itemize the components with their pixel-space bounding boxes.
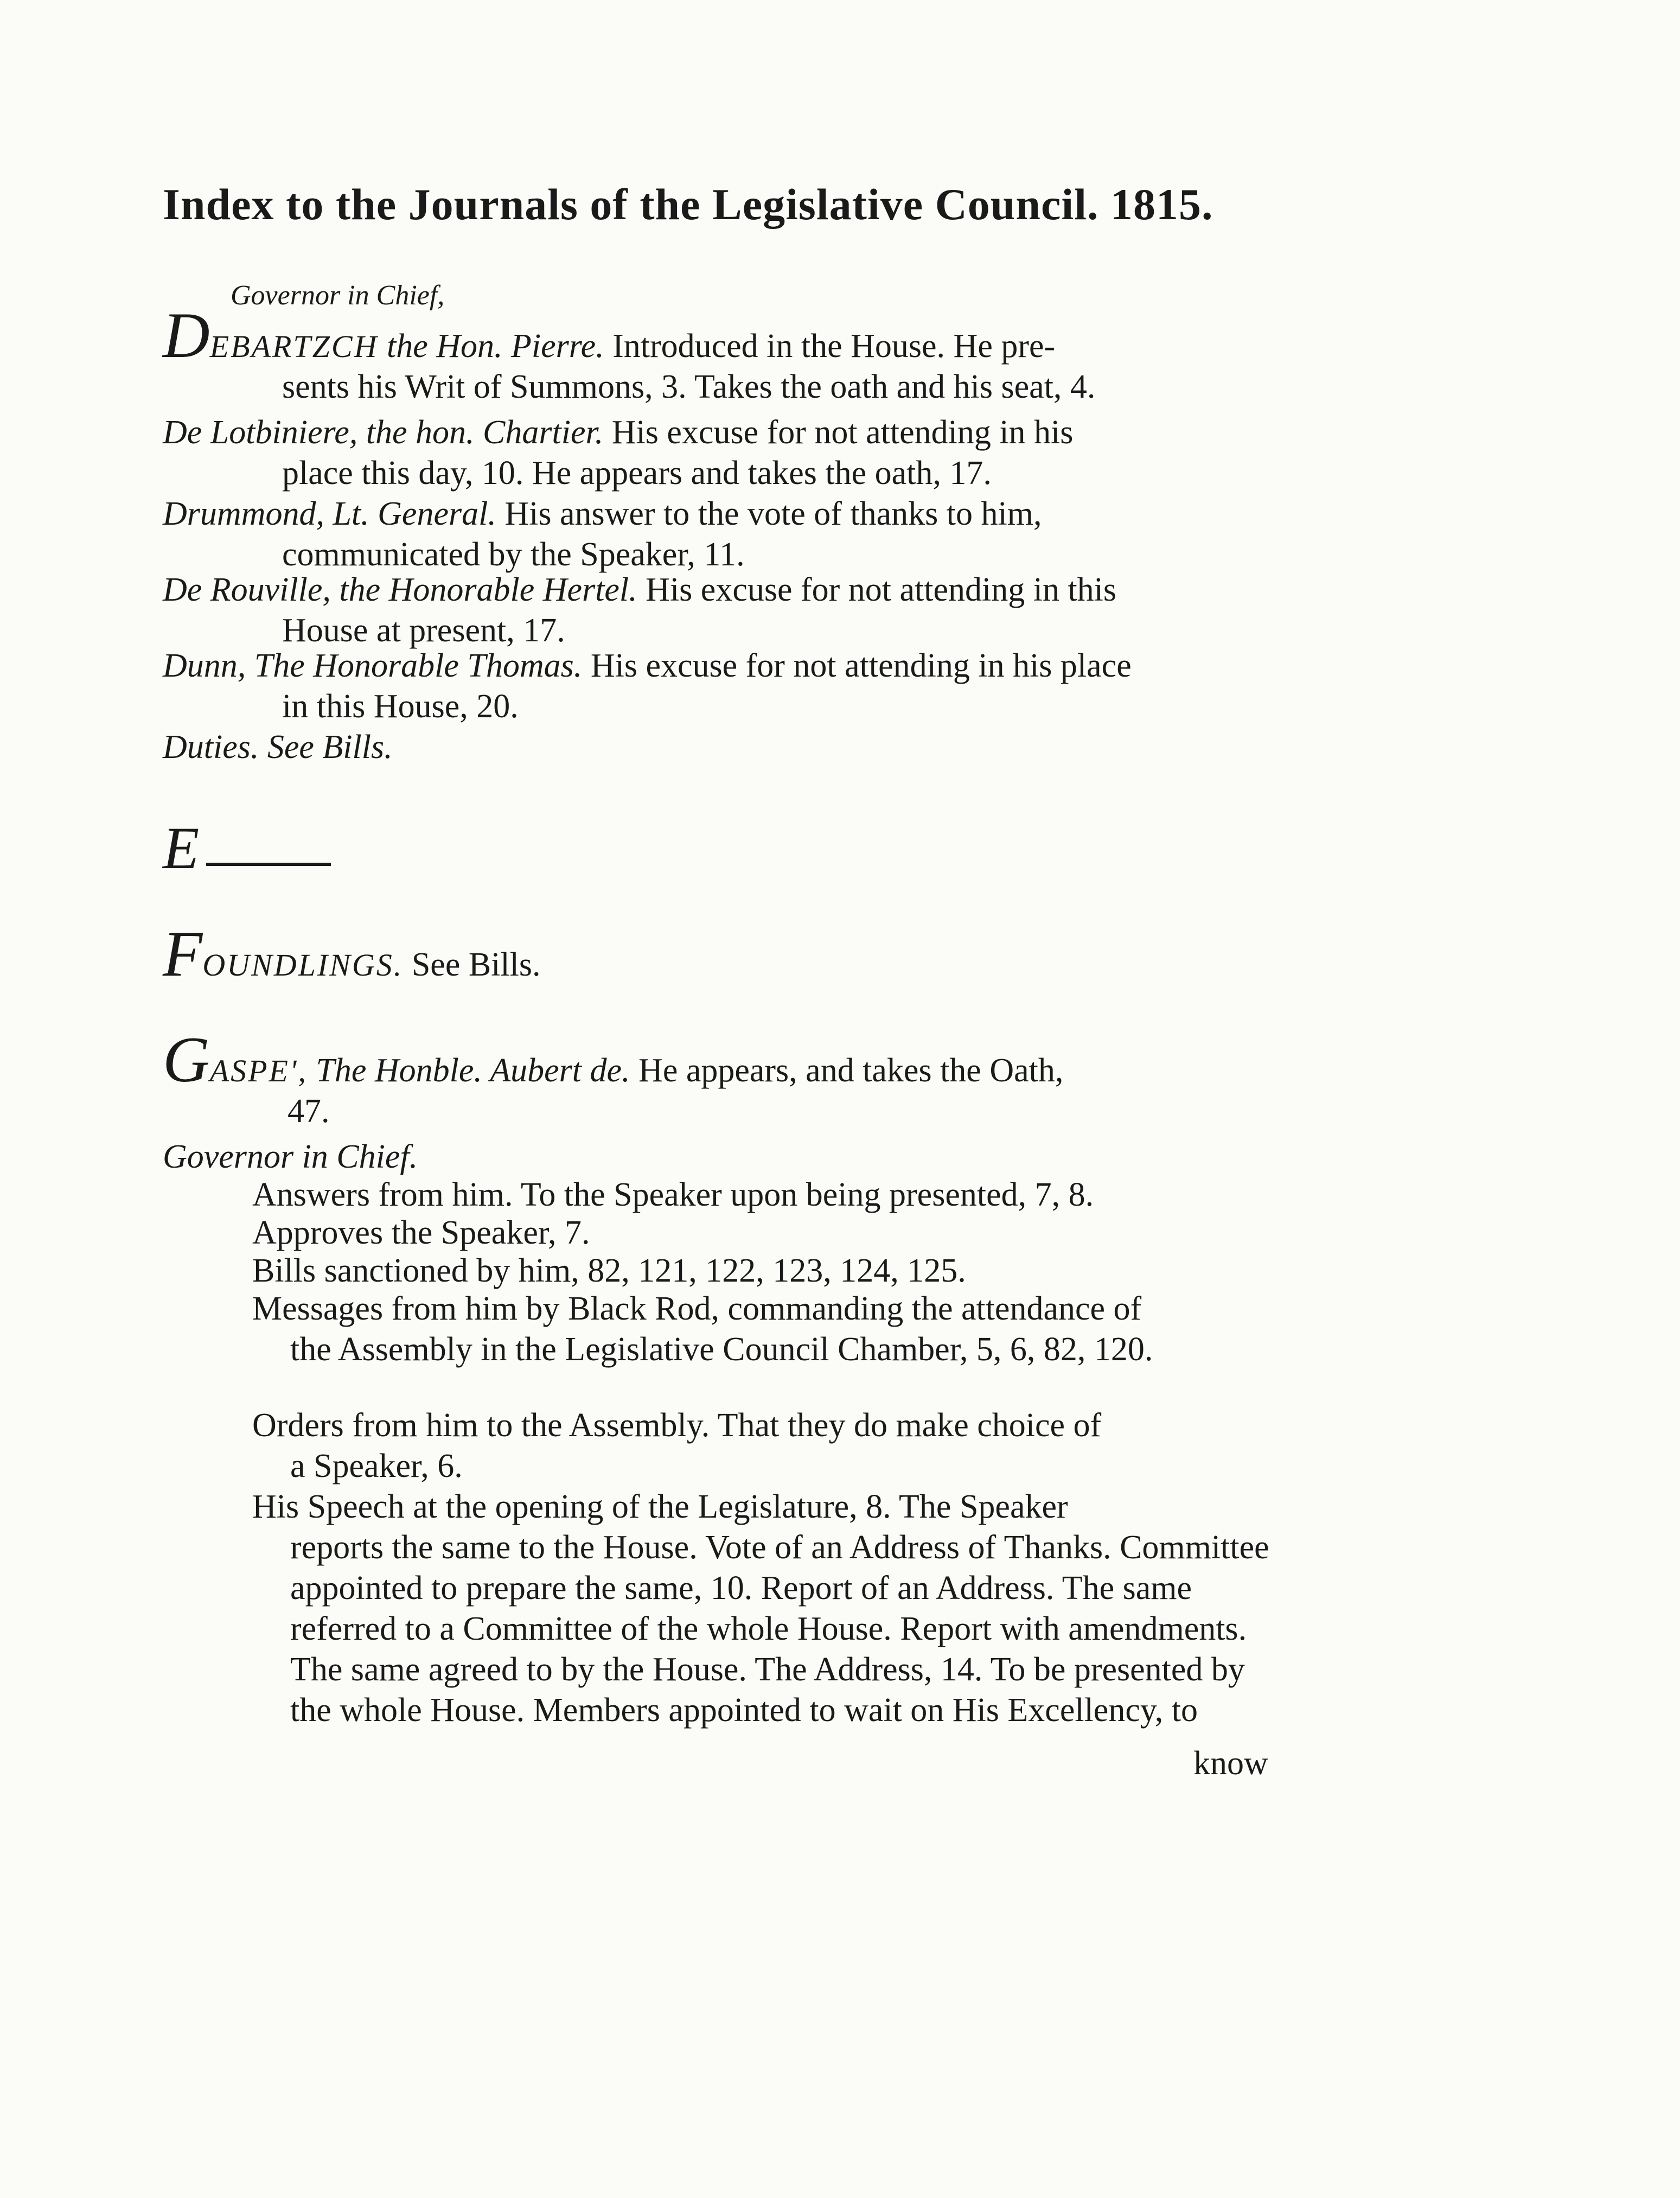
page-header: Index to the Journals of the Legislative Council. 1815. <box>163 180 1213 229</box>
governor-sub-entry <box>252 1487 1283 1731</box>
drop-initial: G <box>163 1023 210 1095</box>
governor-sub-entry <box>252 1405 1283 1487</box>
governor-heading <box>163 1137 1280 1177</box>
entry-name: ASPE', <box>209 1053 308 1088</box>
section-letter-e: E <box>163 815 200 881</box>
index-entry-gaspe <box>163 1023 1280 1132</box>
sub-entry-continuation: reports the same to the House. Vote of an Address of Thanks. Committee appointed to prepare the same, 10. Report of an Address. The same referred to a Committee of the whole House. Report with amendments. The same agreed to by the House. The Address, 14. To be presented by the whole House. Members appointed to wait on His Excellency, to <box>290 1529 1269 1729</box>
sub-entry-text: Approves the Speaker, 7. <box>252 1214 590 1251</box>
sub-entry-continuation: the Assembly in the Legislative Council Chamber, 5, 6, 82, 120. <box>290 1331 1153 1368</box>
entry-name: OUNDLINGS. <box>202 947 404 983</box>
index-entry-lotbiniere <box>163 412 1280 494</box>
index-entry-dunn <box>163 646 1280 727</box>
governor-sub-entry <box>252 1175 1283 1215</box>
sub-entry-text: His Speech at the opening of the Legislature, 8. The Speaker <box>252 1488 1068 1525</box>
entry-text: See Bills. <box>259 729 393 766</box>
entry-continuation: communicated by the Speaker, 11. <box>282 536 745 573</box>
sub-entry-text: Answers from him. To the Speaker upon being presented, 7, 8. <box>252 1176 1094 1213</box>
entry-name: Governor in Chief. <box>163 1138 418 1175</box>
governor-sub-entry <box>252 1213 1283 1253</box>
entry-name: De Rouville, the Honorable Hertel. <box>163 571 637 608</box>
index-entry-foundlings <box>163 918 1280 990</box>
entry-text: His answer to the vote of thanks to him, <box>496 495 1042 532</box>
governor-sub-entry <box>252 1289 1283 1370</box>
entry-name: EBARTZCH <box>209 329 379 364</box>
entry-text: He appears, and takes the Oath, <box>630 1052 1064 1089</box>
entry-name: Dunn, The Honorable Thomas. <box>163 647 583 684</box>
drop-initial: D <box>163 299 210 371</box>
index-entry-rouville <box>163 570 1280 651</box>
entry-continuation: sents his Writ of Summons, 3. Takes the oath and his seat, 4. <box>282 368 1096 405</box>
entry-text: His excuse for not attending in this <box>637 571 1117 608</box>
entry-name: Duties. <box>163 729 259 766</box>
index-entry-duties <box>163 727 1280 768</box>
entry-text: His excuse for not attending in his <box>603 414 1074 451</box>
entry-continuation: place this day, 10. He appears and takes the oath, 17. <box>282 455 992 492</box>
entry-name: Drummond, Lt. General. <box>163 495 496 532</box>
entry-continuation: 47. <box>288 1093 330 1130</box>
entry-text: See Bills. <box>403 946 541 983</box>
entry-name-tail: the Hon. Pierre. <box>378 328 604 365</box>
entry-text: His excuse for not attending in his place <box>582 647 1132 684</box>
governor-sub-entry <box>252 1251 1283 1291</box>
catchword-top: Governor in Chief, <box>231 280 445 311</box>
entry-name: De Lotbiniere, the hon. Chartier. <box>163 414 604 451</box>
index-entry-debartzch <box>163 299 1280 407</box>
sub-entry-text: Bills sanctioned by him, 82, 121, 122, 123, 124, 125. <box>252 1252 966 1289</box>
drop-initial: F <box>163 918 203 990</box>
entry-text: Introduced in the House. He pre- <box>604 328 1056 365</box>
sub-entry-continuation: a Speaker, 6. <box>290 1448 463 1485</box>
entry-continuation: in this House, 20. <box>282 688 519 725</box>
sub-entry-text: Messages from him by Black Rod, commanding the attendance of <box>252 1290 1142 1327</box>
entry-continuation: House at present, 17. <box>282 612 565 649</box>
sub-entry-text: Orders from him to the Assembly. That they do make choice of <box>252 1407 1102 1444</box>
catchword-bottom: know <box>1193 1745 1268 1782</box>
entry-name-tail: The Honble. Aubert de. <box>307 1052 630 1089</box>
index-entry-drummond <box>163 494 1280 575</box>
section-rule <box>206 863 331 866</box>
